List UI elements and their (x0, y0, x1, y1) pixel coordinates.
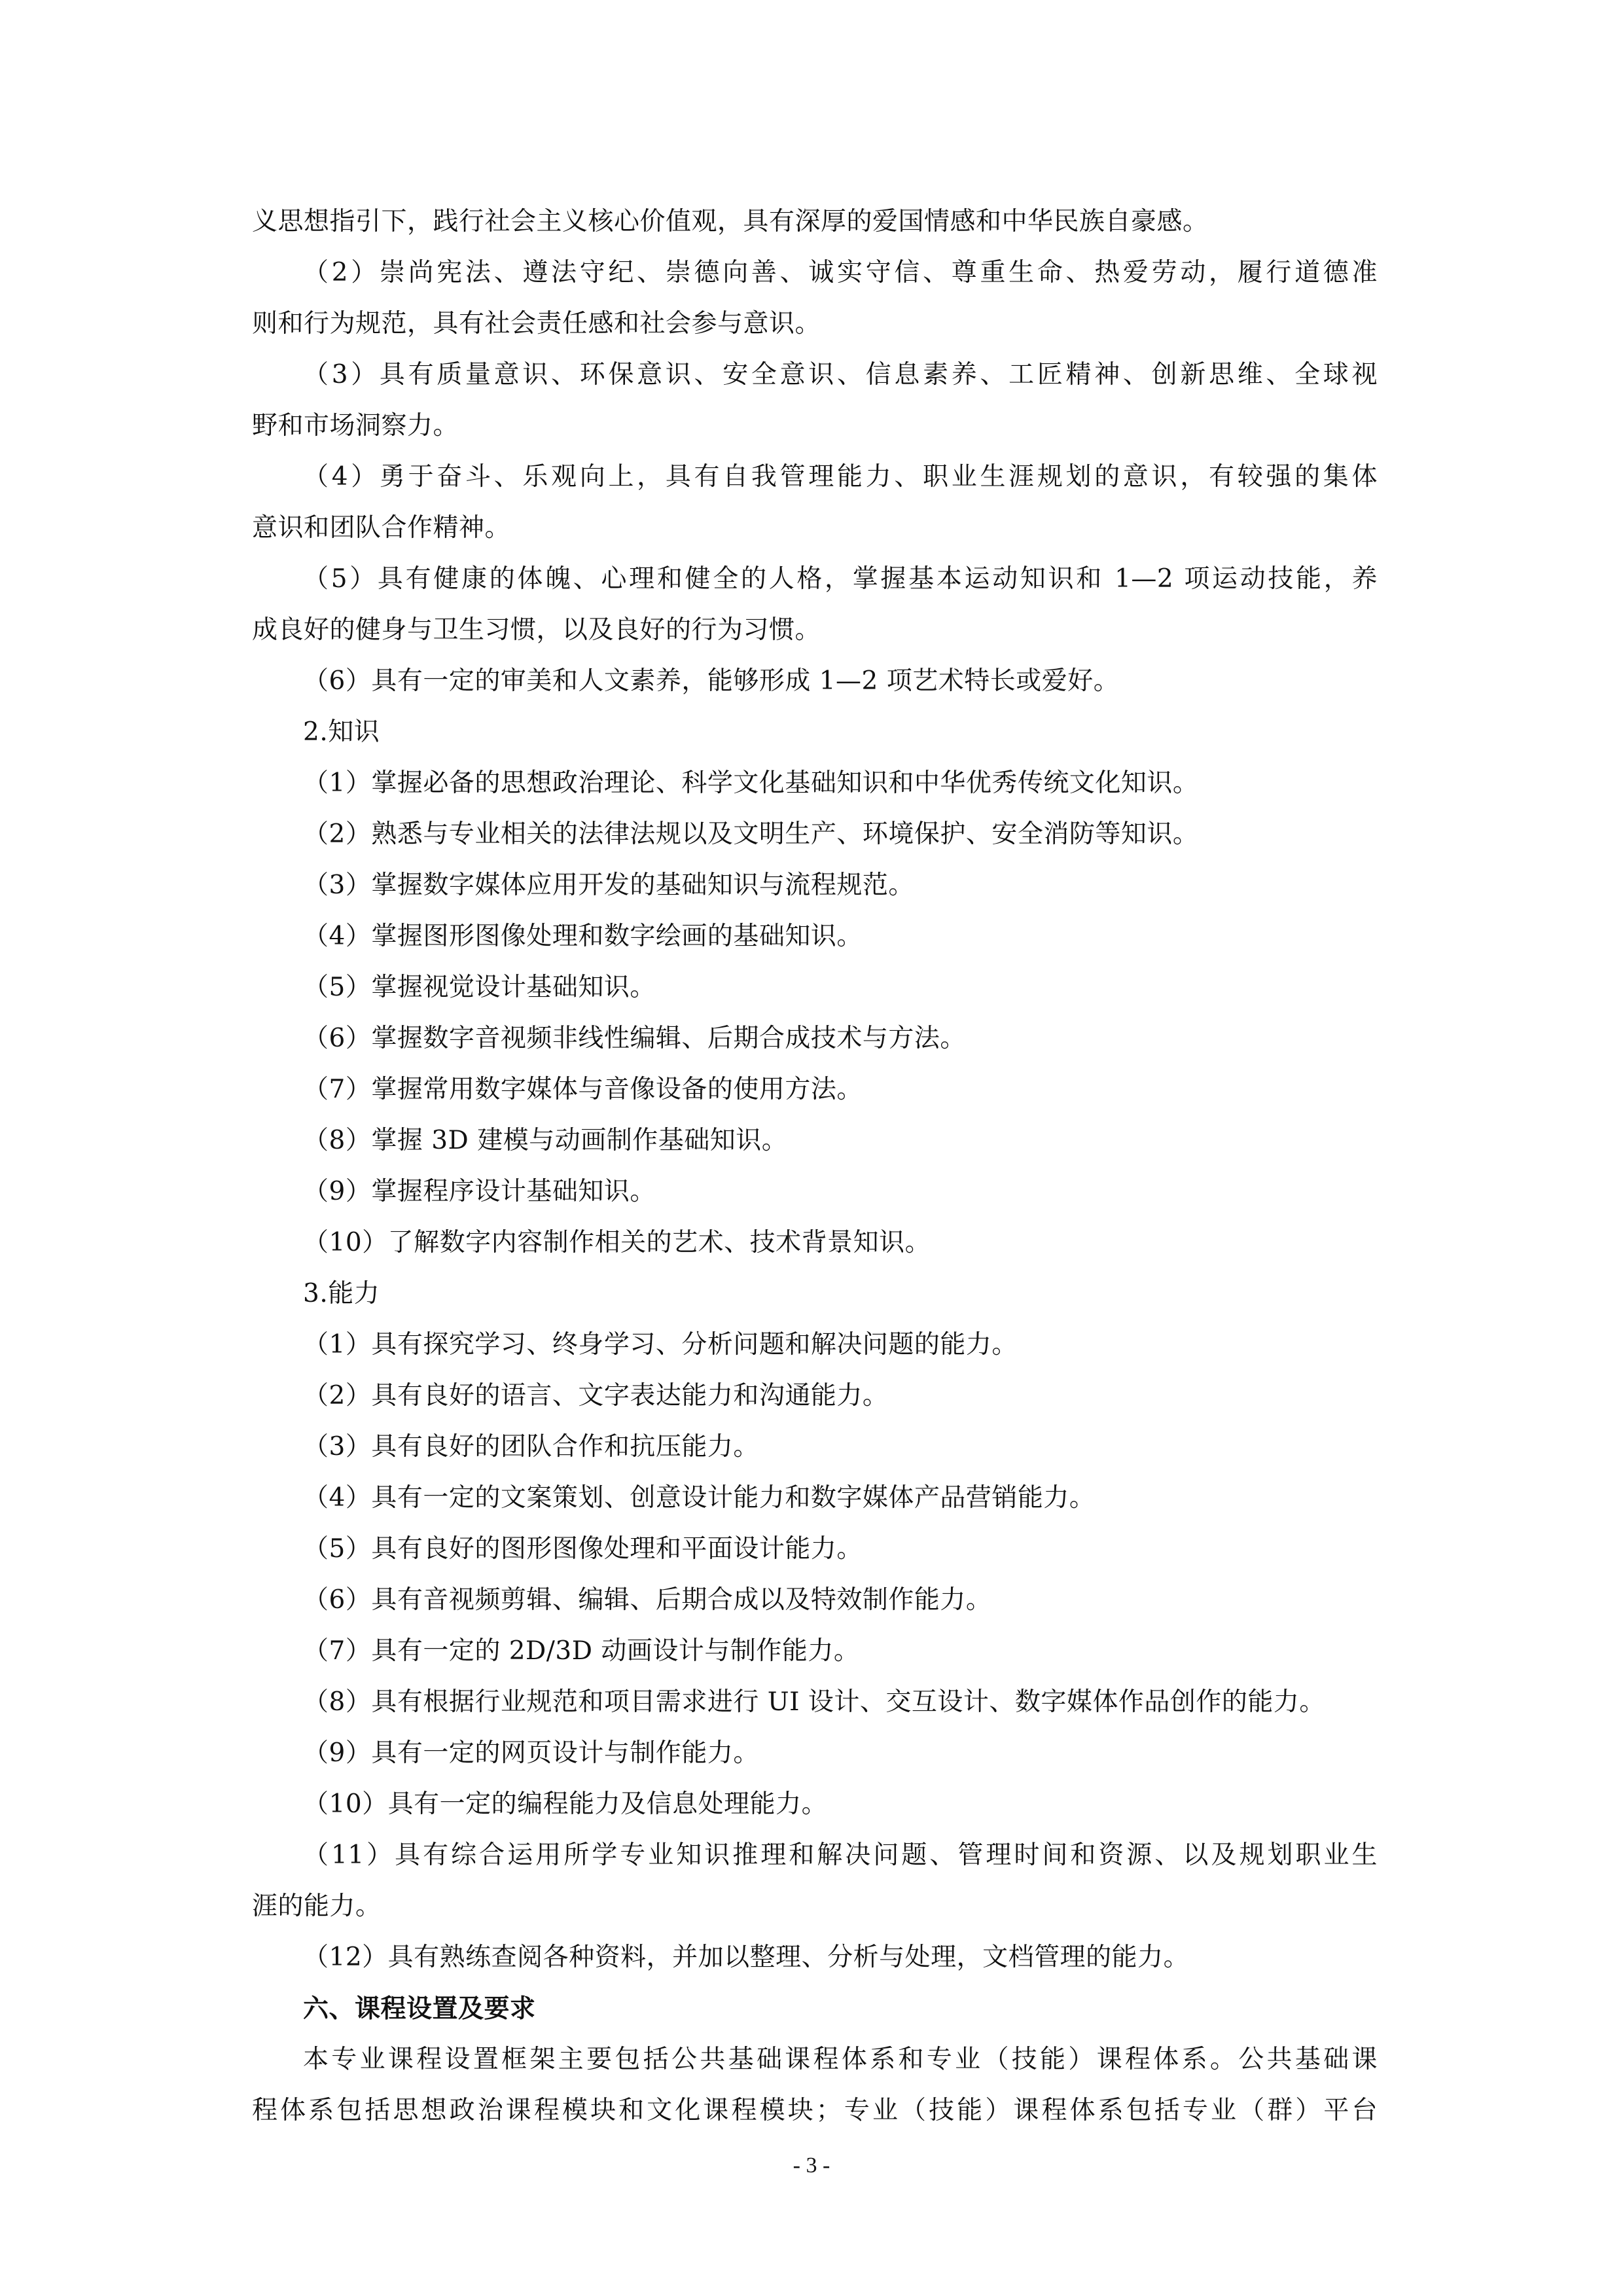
text-line: （7）掌握常用数字媒体与音像设备的使用方法。 (303, 1075, 863, 1104)
text-line: （5）掌握视觉设计基础知识。 (303, 973, 656, 1002)
text-line: （4）具有一定的文案策划、创意设计能力和数字媒体产品营销能力。 (303, 1483, 1096, 1513)
text-line: （6）掌握数字音视频非线性编辑、后期合成技术与方法。 (303, 1024, 966, 1053)
text-line: （5）具有良好的图形图像处理和平面设计能力。 (303, 1534, 863, 1564)
section-heading: 六、课程设置及要求 (303, 1994, 536, 2024)
text-line: 则和行为规范，具有社会责任感和社会参与意识。 (252, 309, 821, 338)
text-line: （1）掌握必备的思想政治理论、科学文化基础知识和中华优秀传统文化知识。 (303, 768, 1199, 798)
text-line: 3.能力 (303, 1279, 380, 1308)
text-line: 2.知识 (303, 717, 380, 747)
text-line: 野和市场洞察力。 (252, 411, 459, 440)
text-line: 程体系包括思想政治课程模块和文化课程模块；专业（技能）课程体系包括专业（群）平台 (252, 2096, 1378, 2125)
text-line: （1）具有探究学习、终身学习、分析问题和解决问题的能力。 (303, 1330, 1018, 1359)
text-line: 涯的能力。 (252, 1892, 382, 1921)
text-line: 义思想指引下，践行社会主义核心价值观，具有深厚的爱国情感和中华民族自豪感。 (252, 207, 1209, 236)
text-line: （10）具有一定的编程能力及信息处理能力。 (303, 1789, 828, 1819)
text-line: （4）勇于奋斗、乐观向上，具有自我管理能力、职业生涯规划的意识，有较强的集体 (303, 462, 1378, 492)
text-line: （6）具有一定的审美和人文素养，能够形成 1—2 项艺术特长或爱好。 (303, 666, 1120, 696)
document-body (252, 196, 1378, 2136)
text-line: （11）具有综合运用所学专业知识推理和解决问题、管理时间和资源、以及规划职业生 (303, 1840, 1378, 1870)
text-line: （2）熟悉与专业相关的法律法规以及文明生产、环境保护、安全消防等知识。 (303, 819, 1199, 849)
text-line: （10）了解数字内容制作相关的艺术、技术背景知识。 (303, 1228, 931, 1257)
text-line: （3）掌握数字媒体应用开发的基础知识与流程规范。 (303, 870, 914, 900)
text-line: （4）掌握图形图像处理和数字绘画的基础知识。 (303, 922, 863, 951)
text-line: 本专业课程设置框架主要包括公共基础课程体系和专业（技能）课程体系。公共基础课 (303, 2045, 1378, 2074)
text-line: （3）具有良好的团队合作和抗压能力。 (303, 1432, 759, 1462)
text-line: （8）具有根据行业规范和项目需求进行 UI 设计、交互设计、数字媒体作品创作的能力。 (303, 1687, 1325, 1717)
text-line: （3）具有质量意识、环保意识、安全意识、信息素养、工匠精神、创新思维、全球视 (303, 360, 1378, 389)
page-number: - 3 - (793, 2153, 830, 2178)
text-line: （7）具有一定的 2D/3D 动画设计与制作能力。 (303, 1636, 860, 1666)
text-line: 意识和团队合作精神。 (252, 513, 511, 543)
text-line: （9）具有一定的网页设计与制作能力。 (303, 1738, 759, 1768)
text-line: 成良好的健身与卫生习惯，以及良好的行为习惯。 (252, 615, 821, 645)
text-line: （2）崇尚宪法、遵法守纪、崇德向善、诚实守信、尊重生命、热爱劳动，履行道德准 (303, 258, 1378, 287)
text-line: （12）具有熟练查阅各种资料，并加以整理、分析与处理，文档管理的能力。 (303, 1943, 1190, 1972)
text-line: （6）具有音视频剪辑、编辑、后期合成以及特效制作能力。 (303, 1585, 992, 1615)
text-line: （5）具有健康的体魄、心理和健全的人格，掌握基本运动知识和 1—2 项运动技能，养 (303, 564, 1378, 594)
text-line: （8）掌握 3D 建模与动画制作基础知识。 (303, 1126, 788, 1155)
text-line: （9）掌握程序设计基础知识。 (303, 1177, 656, 1206)
text-line: （2）具有良好的语言、文字表达能力和沟通能力。 (303, 1381, 889, 1410)
